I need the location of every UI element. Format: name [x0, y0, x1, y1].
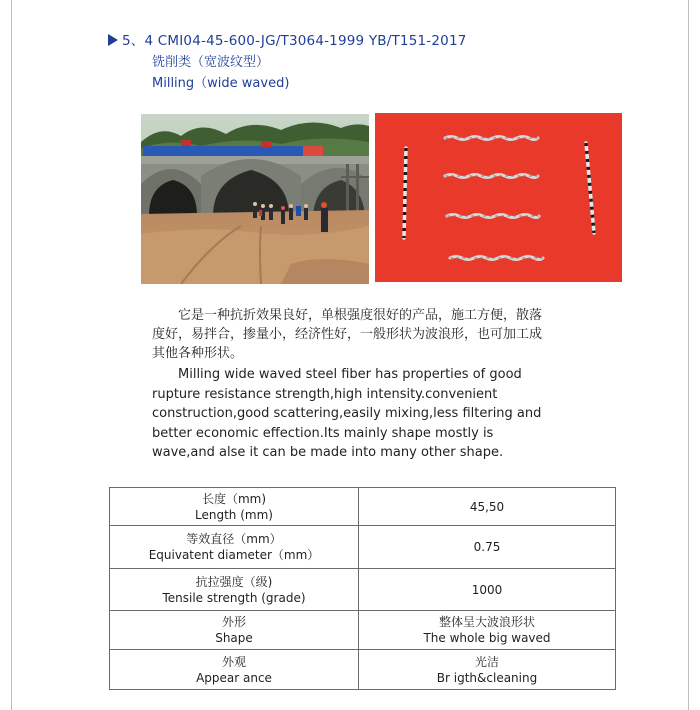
description-en-line: rupture resistance strength,high intensity.convenient: [152, 386, 498, 402]
table-row: [110, 569, 616, 611]
spec-value: [359, 569, 616, 611]
description-cn-line: 它是一种抗折效果良好，单根强度很好的产品，施工方便，散落: [178, 308, 543, 323]
table-row: [110, 526, 616, 569]
triangle-bullet-icon: [108, 34, 118, 46]
table-row: [110, 611, 616, 650]
tunnel-site-illustration: [141, 114, 369, 284]
spec-label-cn: 等效直径（mm）: [186, 532, 282, 546]
spec-label-en: Length (mm): [195, 507, 273, 522]
spec-table: [109, 487, 616, 690]
spec-label: [110, 488, 359, 526]
description-cn-line: 其他各种形状。: [152, 346, 244, 361]
spec-value-line: 整体呈大波浪形状: [438, 615, 535, 629]
spec-value-line: 0.75: [473, 540, 501, 554]
spec-label-cn: 外形: [221, 615, 246, 629]
spec-label-en: Tensile strength (grade): [162, 590, 306, 605]
tunnel-site-photo: [141, 114, 369, 284]
product-title-en: Milling（wide waved): [152, 76, 290, 91]
description-en-line: wave,and alse it can be made into many other shape.: [152, 445, 504, 460]
description-cn: [152, 306, 572, 363]
spec-label: [110, 526, 359, 569]
spec-label-cn: 外观: [221, 654, 246, 669]
steel-fiber-photo: [375, 113, 622, 282]
steel-fiber-illustration: [375, 113, 622, 282]
spec-label-cn: 长度（mm): [201, 491, 267, 506]
description-en-line: Milling wide waved steel fiber has properties of good: [178, 367, 522, 382]
spec-value: [359, 650, 616, 690]
spec-value-line: 45,50: [469, 499, 505, 514]
section-code: 5、4 CMI04-45-600-JG/T3064-1999 YB/T151-2017: [122, 33, 467, 49]
spec-value-line: 光洁: [474, 654, 499, 669]
description-en-line: construction,good scattering,easily mixing,less filtering and: [152, 406, 542, 421]
spec-label-en: Shape: [215, 631, 253, 645]
product-title-cn: 铣削类（宽波纹型）: [152, 55, 270, 70]
table-row: [110, 650, 616, 690]
spec-label: [110, 650, 359, 690]
description-en-line: better economic effection.Its mainly shape mostly is: [152, 425, 494, 441]
spec-label: [110, 611, 359, 650]
spec-value-line: 1000: [471, 582, 503, 597]
spec-label: [110, 569, 359, 611]
spec-value: [359, 526, 616, 569]
description-en: [152, 365, 572, 463]
spec-value: [359, 611, 616, 650]
spec-label-cn: 抗拉强度（级): [195, 574, 273, 589]
spec-label-en: Equivatent diameter（mm）: [148, 548, 320, 562]
spec-value-line: The whole big waved: [423, 631, 551, 645]
spec-label-en: Appear ance: [196, 670, 272, 685]
section-heading: [108, 29, 467, 49]
spec-value-line: Br igth&cleaning: [436, 670, 538, 685]
spec-value: [359, 488, 616, 526]
description-cn-line: 度好，易拌合，掺量小，经济性好，一般形状为波浪形，也可加工成: [152, 327, 543, 342]
table-row: [110, 488, 616, 526]
